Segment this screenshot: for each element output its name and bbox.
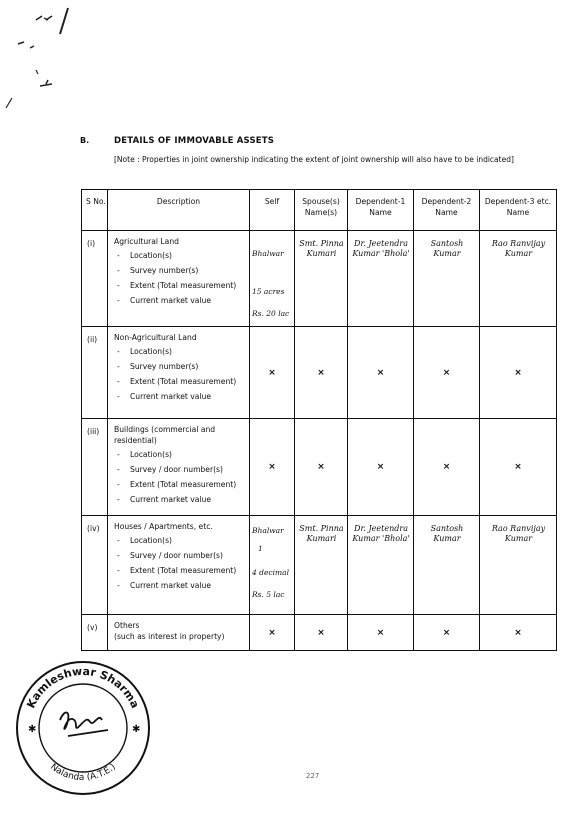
list-item: - Extent (Total measurement) [114,479,245,490]
list-item: - Location(s) [114,346,245,357]
cross-mark: × [250,327,295,419]
list-item: - Current market value [114,295,245,306]
list-item: - Extent (Total measurement) [114,280,245,291]
handwritten-value: Rs. 5 lac [252,590,285,599]
header-spouse: Spouse(s) Name(s) [295,190,348,231]
cross-mark: × [480,327,557,419]
self-cell [250,516,295,615]
dependent-1-cell: Dr. Jeetendra Kumar 'Bhola' [348,516,414,615]
list-item: - Survey / door number(s) [114,550,245,561]
row-sno: (iv) [82,516,108,615]
cross-mark: × [250,419,295,516]
row-heading: Houses / Apartments, etc. [114,522,213,531]
list-item: - Current market value [114,494,245,505]
table-row [82,327,557,419]
page-number: 227 [306,772,320,780]
list-item: - Location(s) [114,535,245,546]
cross-mark: × [348,615,414,651]
list-item: - Survey number(s) [114,361,245,372]
list-item: - Survey number(s) [114,265,245,276]
handwritten-value: 1 [258,544,263,553]
row-description [108,419,250,516]
cross-mark: × [295,419,348,516]
handwritten-value: Rs. 20 lac [252,309,290,318]
handwritten-value: 15 acres [252,287,285,296]
header-dependent-3: Dependent-3 etc. Name [480,190,557,231]
list-item: - Current market value [114,580,245,591]
notary-stamp [8,650,158,800]
list-item: - Location(s) [114,250,245,261]
signature-icon [60,713,108,737]
handwritten-value: Bhalwar [252,526,284,535]
row-heading: Buildings (commercial and residential) [114,425,216,445]
stamp-top-text: Kamleshwar Sharma [24,664,142,711]
cross-mark: × [480,615,557,651]
list-item: - Extent (Total measurement) [114,565,245,576]
handwritten-value: 4 decimal [252,568,289,577]
header-description: Description [108,190,250,231]
cross-mark: × [348,327,414,419]
section-title: DETAILS OF IMMOVABLE ASSETS [114,136,275,146]
dependent-2-cell: Santosh Kumar [414,516,480,615]
row-description [108,327,250,419]
table-header-row [82,190,557,231]
cross-mark: × [414,327,480,419]
svg-text:✱: ✱ [132,724,141,735]
header-dependent-1: Dependent-1 Name [348,190,414,231]
row-description [108,516,250,615]
spouse-cell: Smt. Pinna Kumari [295,231,348,327]
row-heading: Non-Agricultural Land [114,333,197,342]
svg-text:Kamleshwar Sharma [24,665,141,710]
dependent-3-cell: Rao Ranvijay Kumar [480,516,557,615]
row-sno: (ii) [82,327,108,419]
header-dependent-2: Dependent-2 Name [414,190,480,231]
row-sno: (v) [82,615,108,651]
row-subheading: (such as interest in property) [114,632,225,641]
immovable-assets-table [81,189,557,651]
margin-scribble [0,0,120,120]
cross-mark: × [250,615,295,651]
header-self: Self [250,190,295,231]
section-number: B. [80,136,90,145]
dependent-1-cell: Dr. Jeetendra Kumar 'Bhola' [348,231,414,327]
row-heading: Others [114,621,140,630]
dependent-2-cell: Santosh Kumar [414,231,480,327]
row-description [108,231,250,327]
row-heading: Agricultural Land [114,237,179,246]
stamp-bottom-text: Nalanda (A.T.E.) [48,762,118,784]
table-row [82,419,557,516]
list-item: - Location(s) [114,449,245,460]
section-note: [Note : Properties in joint ownership indicating the extent of joint ownership will also have to be indicated] [114,155,514,164]
row-description [108,615,250,651]
table-row [82,231,557,327]
cross-mark: × [414,615,480,651]
cross-mark: × [414,419,480,516]
cross-mark: × [295,327,348,419]
self-cell [250,231,295,327]
table-row [82,615,557,651]
row-sno: (iii) [82,419,108,516]
list-item: - Survey / door number(s) [114,464,245,475]
table-row [82,516,557,615]
row-sno: (i) [82,231,108,327]
dependent-3-cell: Rao Ranvijay Kumar [480,231,557,327]
spouse-cell: Smt. Pinna Kumari [295,516,348,615]
cross-mark: × [348,419,414,516]
svg-text:✱: ✱ [28,724,37,735]
header-sno: S No. [82,190,108,231]
list-item: - Extent (Total measurement) [114,376,245,387]
list-item: - Current market value [114,391,245,402]
handwritten-value: Bhalwar [252,249,284,258]
cross-mark: × [480,419,557,516]
cross-mark: × [295,615,348,651]
